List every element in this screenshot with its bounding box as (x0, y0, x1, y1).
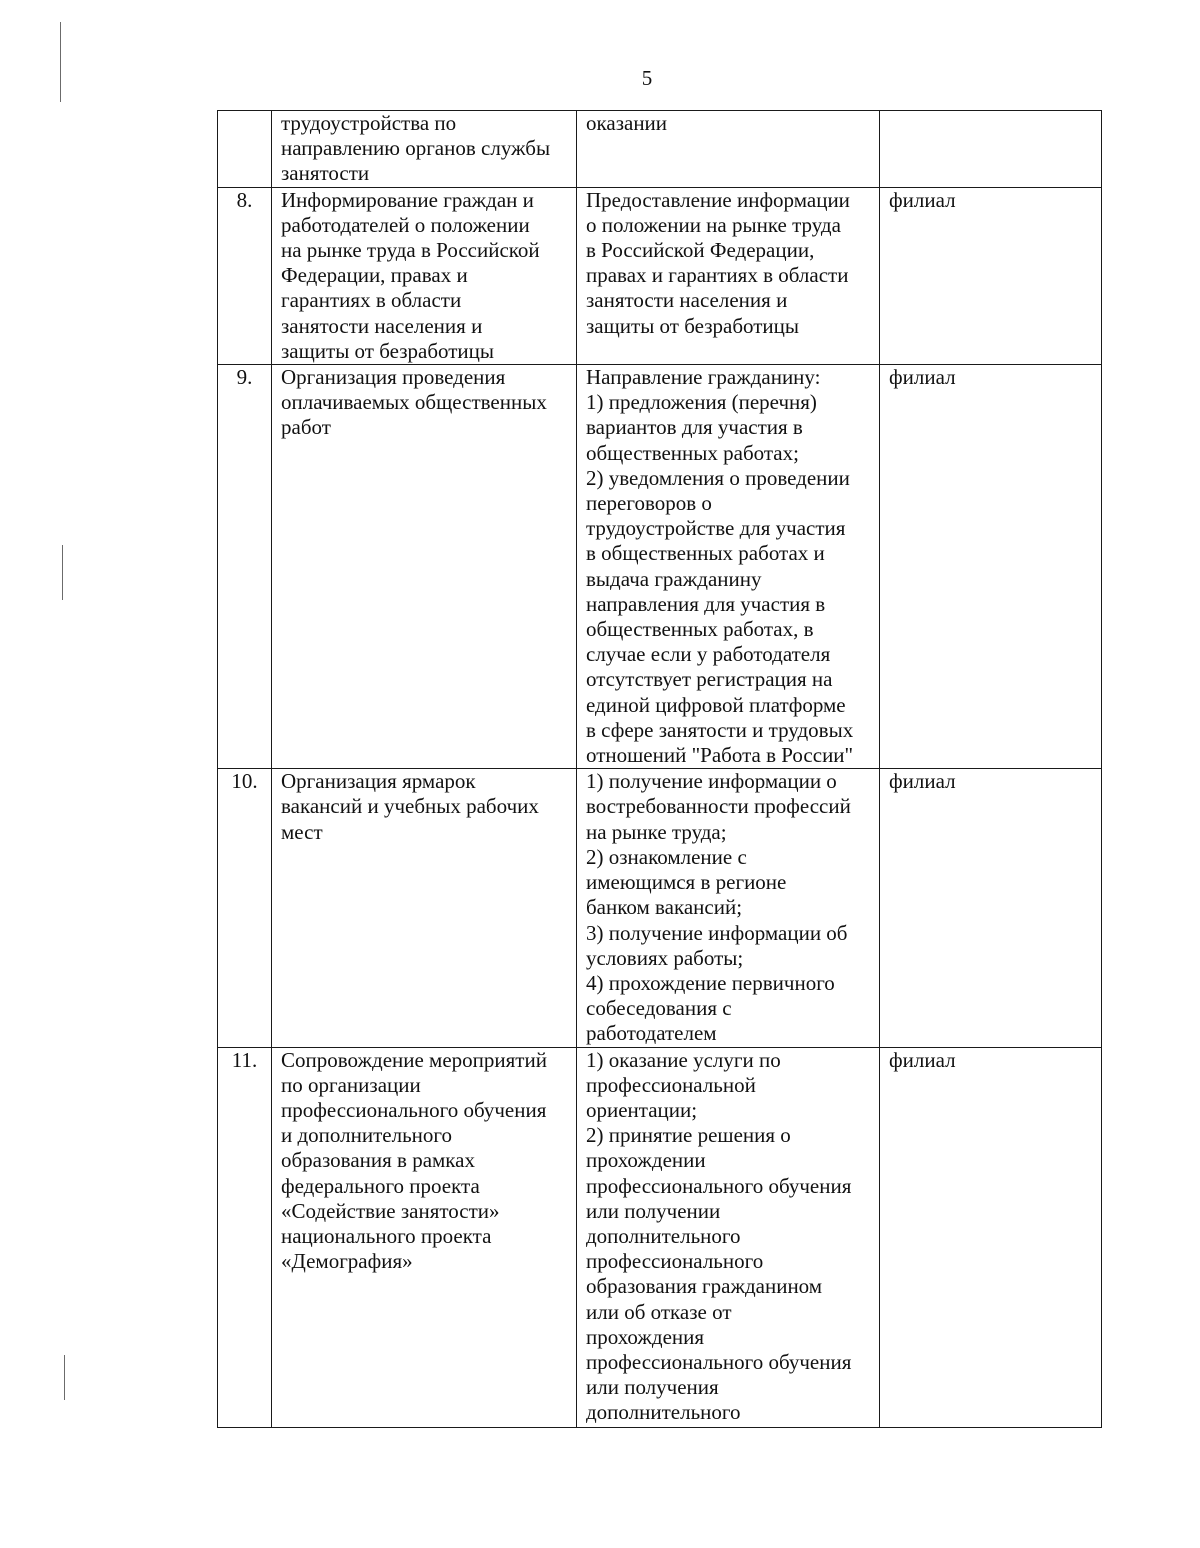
result-line: единой цифровой платформе (586, 692, 846, 717)
result-line: собеседования с (586, 996, 732, 1021)
scan-artifact-lower (64, 1355, 65, 1400)
row-number: 9. (218, 365, 272, 769)
result-line: трудоустройстве для участия (586, 516, 846, 541)
row-number (218, 111, 272, 188)
result-line: 2) уведомления о проведении (586, 465, 850, 490)
service-name-cell (272, 187, 577, 364)
table-row (218, 365, 1102, 769)
result-line: профессиональной (586, 1072, 756, 1097)
result-line: образования гражданином (586, 1274, 823, 1299)
result-line: занятости населения и (586, 288, 788, 313)
result-line: отсутствует регистрация на (586, 667, 833, 692)
service-line: Организация ярмарок (281, 769, 476, 794)
result-line: случае если у работодателя (586, 642, 831, 667)
service-line: федерального проекта (281, 1173, 480, 1198)
result-line: оказании (586, 111, 668, 135)
result-line: защиты от безработицы (586, 313, 799, 338)
performer-cell: филиал (880, 365, 1102, 769)
result-line: 3) получение информации об (586, 920, 848, 945)
service-line: Информирование граждан и (281, 187, 534, 212)
result-line: в общественных работах и (586, 541, 825, 566)
service-result-cell (577, 111, 880, 188)
result-line: направления для участия в (586, 591, 826, 616)
result-line: в Российской Федерации, (586, 238, 815, 263)
result-line: Предоставление информации (586, 187, 850, 212)
result-line: 1) предложения (перечня) (586, 390, 817, 415)
result-line: профессионального (586, 1249, 764, 1274)
result-line: дополнительного (586, 1223, 741, 1248)
service-line: Сопровождение мероприятий (281, 1047, 547, 1072)
service-name-cell (272, 1047, 577, 1427)
service-line: работодателей о положении (281, 212, 530, 237)
service-line: занятости населения и (281, 313, 483, 338)
result-line: в сфере занятости и трудовых (586, 717, 854, 742)
result-line: на рынке труда; (586, 819, 727, 844)
performer-cell: филиал (880, 769, 1102, 1047)
result-line: вариантов для участия в (586, 415, 803, 440)
performer-cell (880, 111, 1102, 188)
service-line: мест (281, 819, 323, 844)
table-row (218, 187, 1102, 364)
service-line: оплачиваемых общественных (281, 390, 547, 415)
row-number: 11. (218, 1047, 272, 1427)
service-result-cell (577, 1047, 880, 1427)
row-number: 8. (218, 187, 272, 364)
result-line: общественных работах; (586, 440, 799, 465)
services-table (217, 110, 1102, 1428)
service-line: занятости (281, 161, 370, 186)
table-row (218, 111, 1102, 188)
service-line: по организации (281, 1072, 421, 1097)
service-line: «Демография» (281, 1249, 413, 1274)
table-row (218, 1047, 1102, 1427)
result-line: Направление гражданину: (586, 365, 821, 390)
service-line: вакансий и учебных рабочих (281, 794, 539, 819)
result-line: 1) получение информации о (586, 769, 837, 794)
result-line: востребованности профессий (586, 794, 851, 819)
service-line: образования в рамках (281, 1148, 476, 1173)
scan-artifact-middle (62, 545, 63, 600)
service-line: профессионального обучения (281, 1097, 547, 1122)
result-line: условиях работы; (586, 945, 744, 970)
result-line: работодателем (586, 1021, 717, 1046)
service-line: Организация проведения (281, 365, 506, 390)
service-result-cell (577, 769, 880, 1047)
service-result-cell (577, 187, 880, 364)
page-number: 5 (641, 66, 653, 90)
table-row (218, 769, 1102, 1047)
service-line: Федерации, правах и (281, 263, 468, 288)
service-name-cell (272, 769, 577, 1047)
result-line: общественных работах, в (586, 617, 814, 642)
service-line: гарантиях в области (281, 288, 462, 313)
service-line: национального проекта (281, 1223, 492, 1248)
result-line: о положении на рынке труда (586, 212, 841, 237)
result-line: 4) прохождение первичного (586, 970, 835, 995)
result-line: прохождения (586, 1324, 705, 1349)
result-line: правах и гарантиях в области (586, 263, 849, 288)
result-line: или получении (586, 1198, 721, 1223)
service-name-cell (272, 365, 577, 769)
performer-cell: филиал (880, 187, 1102, 364)
result-line: дополнительного (586, 1400, 741, 1425)
result-line: или получения (586, 1375, 719, 1400)
result-line: переговоров о (586, 491, 712, 516)
result-line: 2) принятие решения о (586, 1123, 791, 1148)
result-line: прохождении (586, 1148, 706, 1173)
service-line: «Содействие занятости» (281, 1198, 500, 1223)
service-line: и дополнительного (281, 1123, 452, 1148)
result-line: профессионального обучения (586, 1173, 852, 1198)
service-result-cell (577, 365, 880, 769)
result-line: банком вакансий; (586, 895, 743, 920)
result-line: ориентации; (586, 1097, 698, 1122)
result-line: профессионального обучения (586, 1349, 852, 1374)
result-line: имеющимся в регионе (586, 870, 787, 895)
service-line: работ (281, 415, 331, 440)
service-line: трудоустройства по (281, 111, 457, 135)
service-line: на рынке труда в Российской (281, 238, 540, 263)
result-line: отношений "Работа в России" (586, 743, 854, 768)
service-line: направлению органов службы (281, 136, 551, 161)
result-line: или об отказе от (586, 1299, 732, 1324)
result-line: 2) ознакомление с (586, 844, 747, 869)
performer-cell: филиал (880, 1047, 1102, 1427)
service-name-cell (272, 111, 577, 188)
result-line: выдача гражданину (586, 566, 762, 591)
row-number: 10. (218, 769, 272, 1047)
result-line: 1) оказание услуги по (586, 1047, 781, 1072)
service-line: защиты от безработицы (281, 338, 494, 363)
